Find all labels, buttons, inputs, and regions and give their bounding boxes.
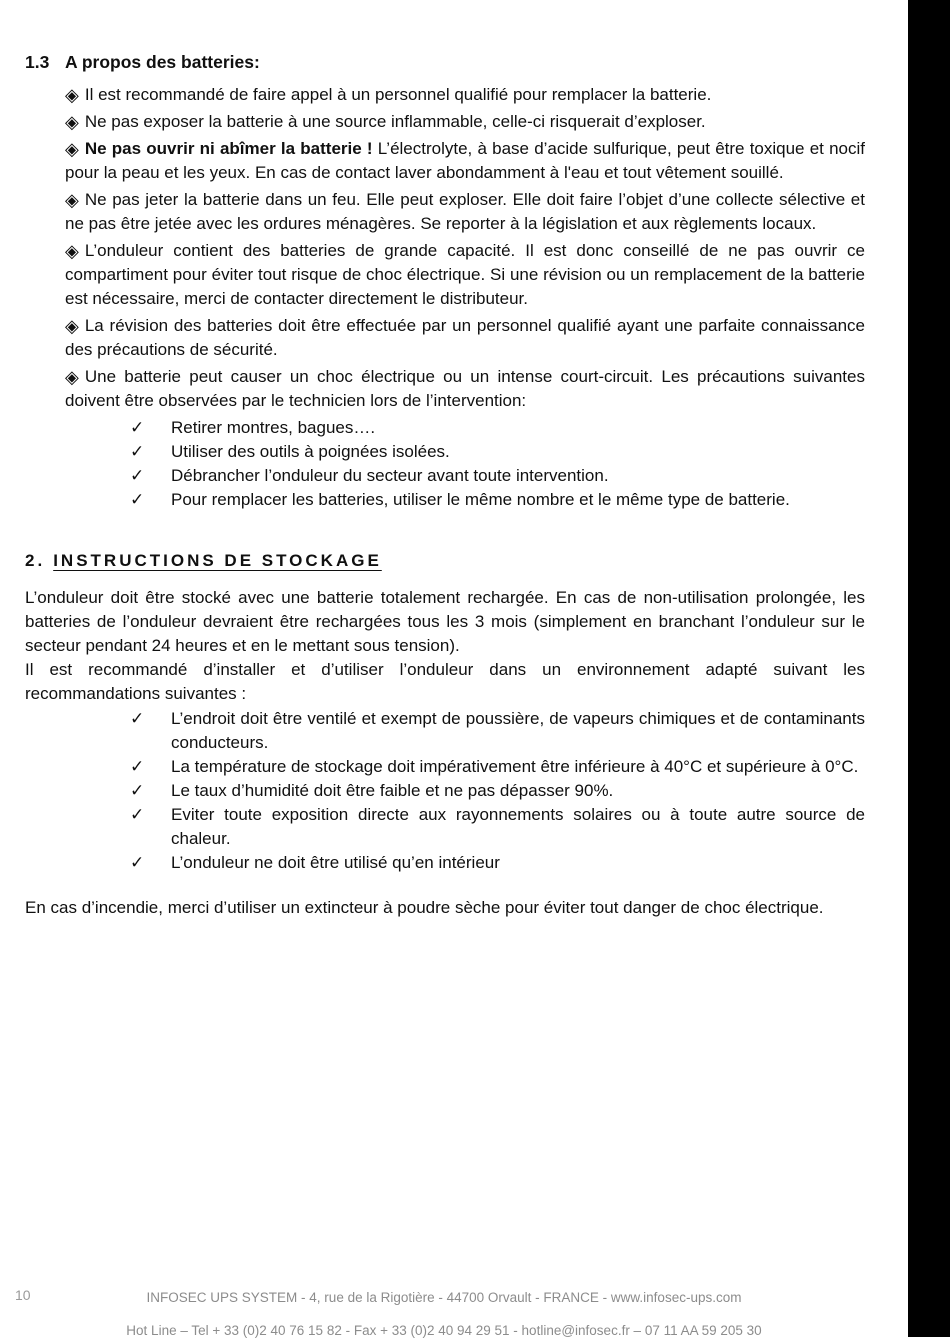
section-1-3-title: A propos des batteries: — [65, 52, 260, 72]
checkmark-icon: ✓ — [130, 442, 145, 461]
checkmark-icon: ✓ — [130, 709, 145, 728]
section-2-number: 2. — [25, 551, 46, 570]
bullet-item — [65, 83, 865, 107]
diamond-bullet-icon: ◈ — [65, 241, 79, 261]
footer-address-line: INFOSEC UPS SYSTEM - 4, rue de la Rigotière - 44700 Orvault - FRANCE - www.infosec-ups.com — [146, 1290, 742, 1305]
diamond-bullet-icon: ◈ — [65, 112, 79, 132]
checkmark-icon: ✓ — [130, 805, 145, 824]
fire-warning-paragraph: En cas d’incendie, merci d’utiliser un extincteur à poudre sèche pour éviter tout danger de choc électrique. — [25, 898, 824, 917]
check-item — [130, 803, 865, 851]
bullet-item — [65, 239, 865, 311]
diamond-bullet-icon: ◈ — [65, 367, 79, 387]
footer-hotline-line: Hot Line – Tel + 33 (0)2 40 76 15 82 - Fax + 33 (0)2 40 94 29 51 - hotline@infosec.fr – 07 11 AA 59 205 30 — [126, 1323, 762, 1338]
checkmark-icon: ✓ — [130, 757, 145, 776]
diamond-bullet-icon: ◈ — [65, 190, 79, 210]
check-item-text: Eviter toute exposition directe aux rayonnements solaires ou à toute autre source de chaleur. — [171, 805, 865, 848]
bullet-bold-lead: Ne pas ouvrir ni abîmer la batterie ! — [84, 139, 373, 158]
bullet-item — [65, 188, 865, 236]
checkmark-icon: ✓ — [130, 418, 145, 437]
storage-paragraph-1: L’onduleur doit être stocké avec une batterie totalement rechargée. En cas de non-utilisation prolongée, les batteries de l’onduleur devraient être rechargées tous les 3 mois (simplement en branchant l’onduleur sur le secteur pendant 24 heures et en le mettant sous tension). — [25, 588, 865, 655]
checkmark-icon: ✓ — [130, 853, 145, 872]
bullet-item — [65, 314, 865, 362]
bullet-text: Ne pas exposer la batterie à une source inflammable, celle-ci risquerait d’exploser. — [84, 112, 706, 131]
checkmark-icon: ✓ — [130, 490, 145, 509]
battery-precautions-list — [25, 416, 865, 512]
check-item — [130, 779, 865, 803]
bullet-item — [65, 365, 865, 413]
bullet-text: La révision des batteries doit être effectuée par un personnel qualifié ayant une parfaite connaissance des précautions de sécurité. — [65, 316, 865, 359]
check-item-text: L’endroit doit être ventilé et exempt de poussière, de vapeurs chimiques et de contaminants conducteurs. — [171, 709, 865, 752]
section-1-3-number: 1.3 — [25, 52, 50, 72]
scan-edge-artifact — [908, 0, 950, 1337]
section-1-3-heading — [25, 50, 865, 74]
storage-paragraph-2: Il est recommandé d’installer et d’utiliser l’onduleur dans un environnement adapté suivant les recommandations suivantes : — [25, 660, 865, 703]
diamond-bullet-icon: ◈ — [65, 139, 79, 159]
bullet-item — [65, 137, 865, 185]
check-item-text: Utiliser des outils à poignées isolées. — [171, 442, 450, 461]
check-item-text: La température de stockage doit impérativement être inférieure à 40°C et supérieure à 0°C. — [171, 757, 859, 776]
check-item — [130, 851, 865, 875]
check-item-text: Le taux d’humidité doit être faible et ne pas dépasser 90%. — [171, 781, 614, 800]
check-item-text: Pour remplacer les batteries, utiliser le même nombre et le même type de batterie. — [171, 490, 790, 509]
check-item-text: Débrancher l’onduleur du secteur avant toute intervention. — [171, 466, 609, 485]
checkmark-icon: ✓ — [130, 466, 145, 485]
bullet-text: Ne pas jeter la batterie dans un feu. Elle peut exploser. Elle doit faire l’objet d’une collecte sélective et ne pas être jetée avec les ordures ménagères. Se reporter à la législation et aux règlements locaux. — [65, 190, 865, 233]
diamond-bullet-icon: ◈ — [65, 85, 79, 105]
checkmark-icon: ✓ — [130, 781, 145, 800]
bullet-text: L’onduleur contient des batteries de grande capacité. Il est donc conseillé de ne pas ouvrir ce compartiment pour éviter tout risque de choc électrique. Si une révision ou un remplacement de la batterie est nécessaire, merci de contacter directement le distributeur. — [65, 241, 865, 308]
check-item — [130, 464, 865, 488]
check-item — [130, 707, 865, 755]
diamond-bullet-icon: ◈ — [65, 316, 79, 336]
storage-recommendations-list — [25, 707, 865, 875]
page-number: 10 — [15, 1287, 31, 1303]
bullet-text: Une batterie peut causer un choc électrique ou un intense court-circuit. Les précautions suivantes doivent être observées par le technicien lors de l’intervention: — [65, 367, 865, 410]
bullet-text: Il est recommandé de faire appel à un personnel qualifié pour remplacer la batterie. — [84, 85, 712, 104]
section-2-title: INSTRUCTIONS DE STOCKAGE — [53, 551, 382, 570]
check-item-text: Retirer montres, bagues…. — [171, 418, 376, 437]
check-item-text: L’onduleur ne doit être utilisé qu’en intérieur — [171, 853, 500, 872]
section-2-heading — [25, 549, 865, 573]
bullet-text: L’électrolyte, à base d’acide sulfurique, peut être toxique et nocif pour la peau et les yeux. En cas de contact laver abondamment à l'eau et tout vêtement souillé. — [65, 139, 866, 182]
check-item — [130, 416, 865, 440]
check-item — [130, 440, 865, 464]
check-item — [130, 488, 865, 512]
page-content — [25, 50, 865, 920]
bullet-item — [65, 110, 865, 134]
check-item — [130, 755, 865, 779]
